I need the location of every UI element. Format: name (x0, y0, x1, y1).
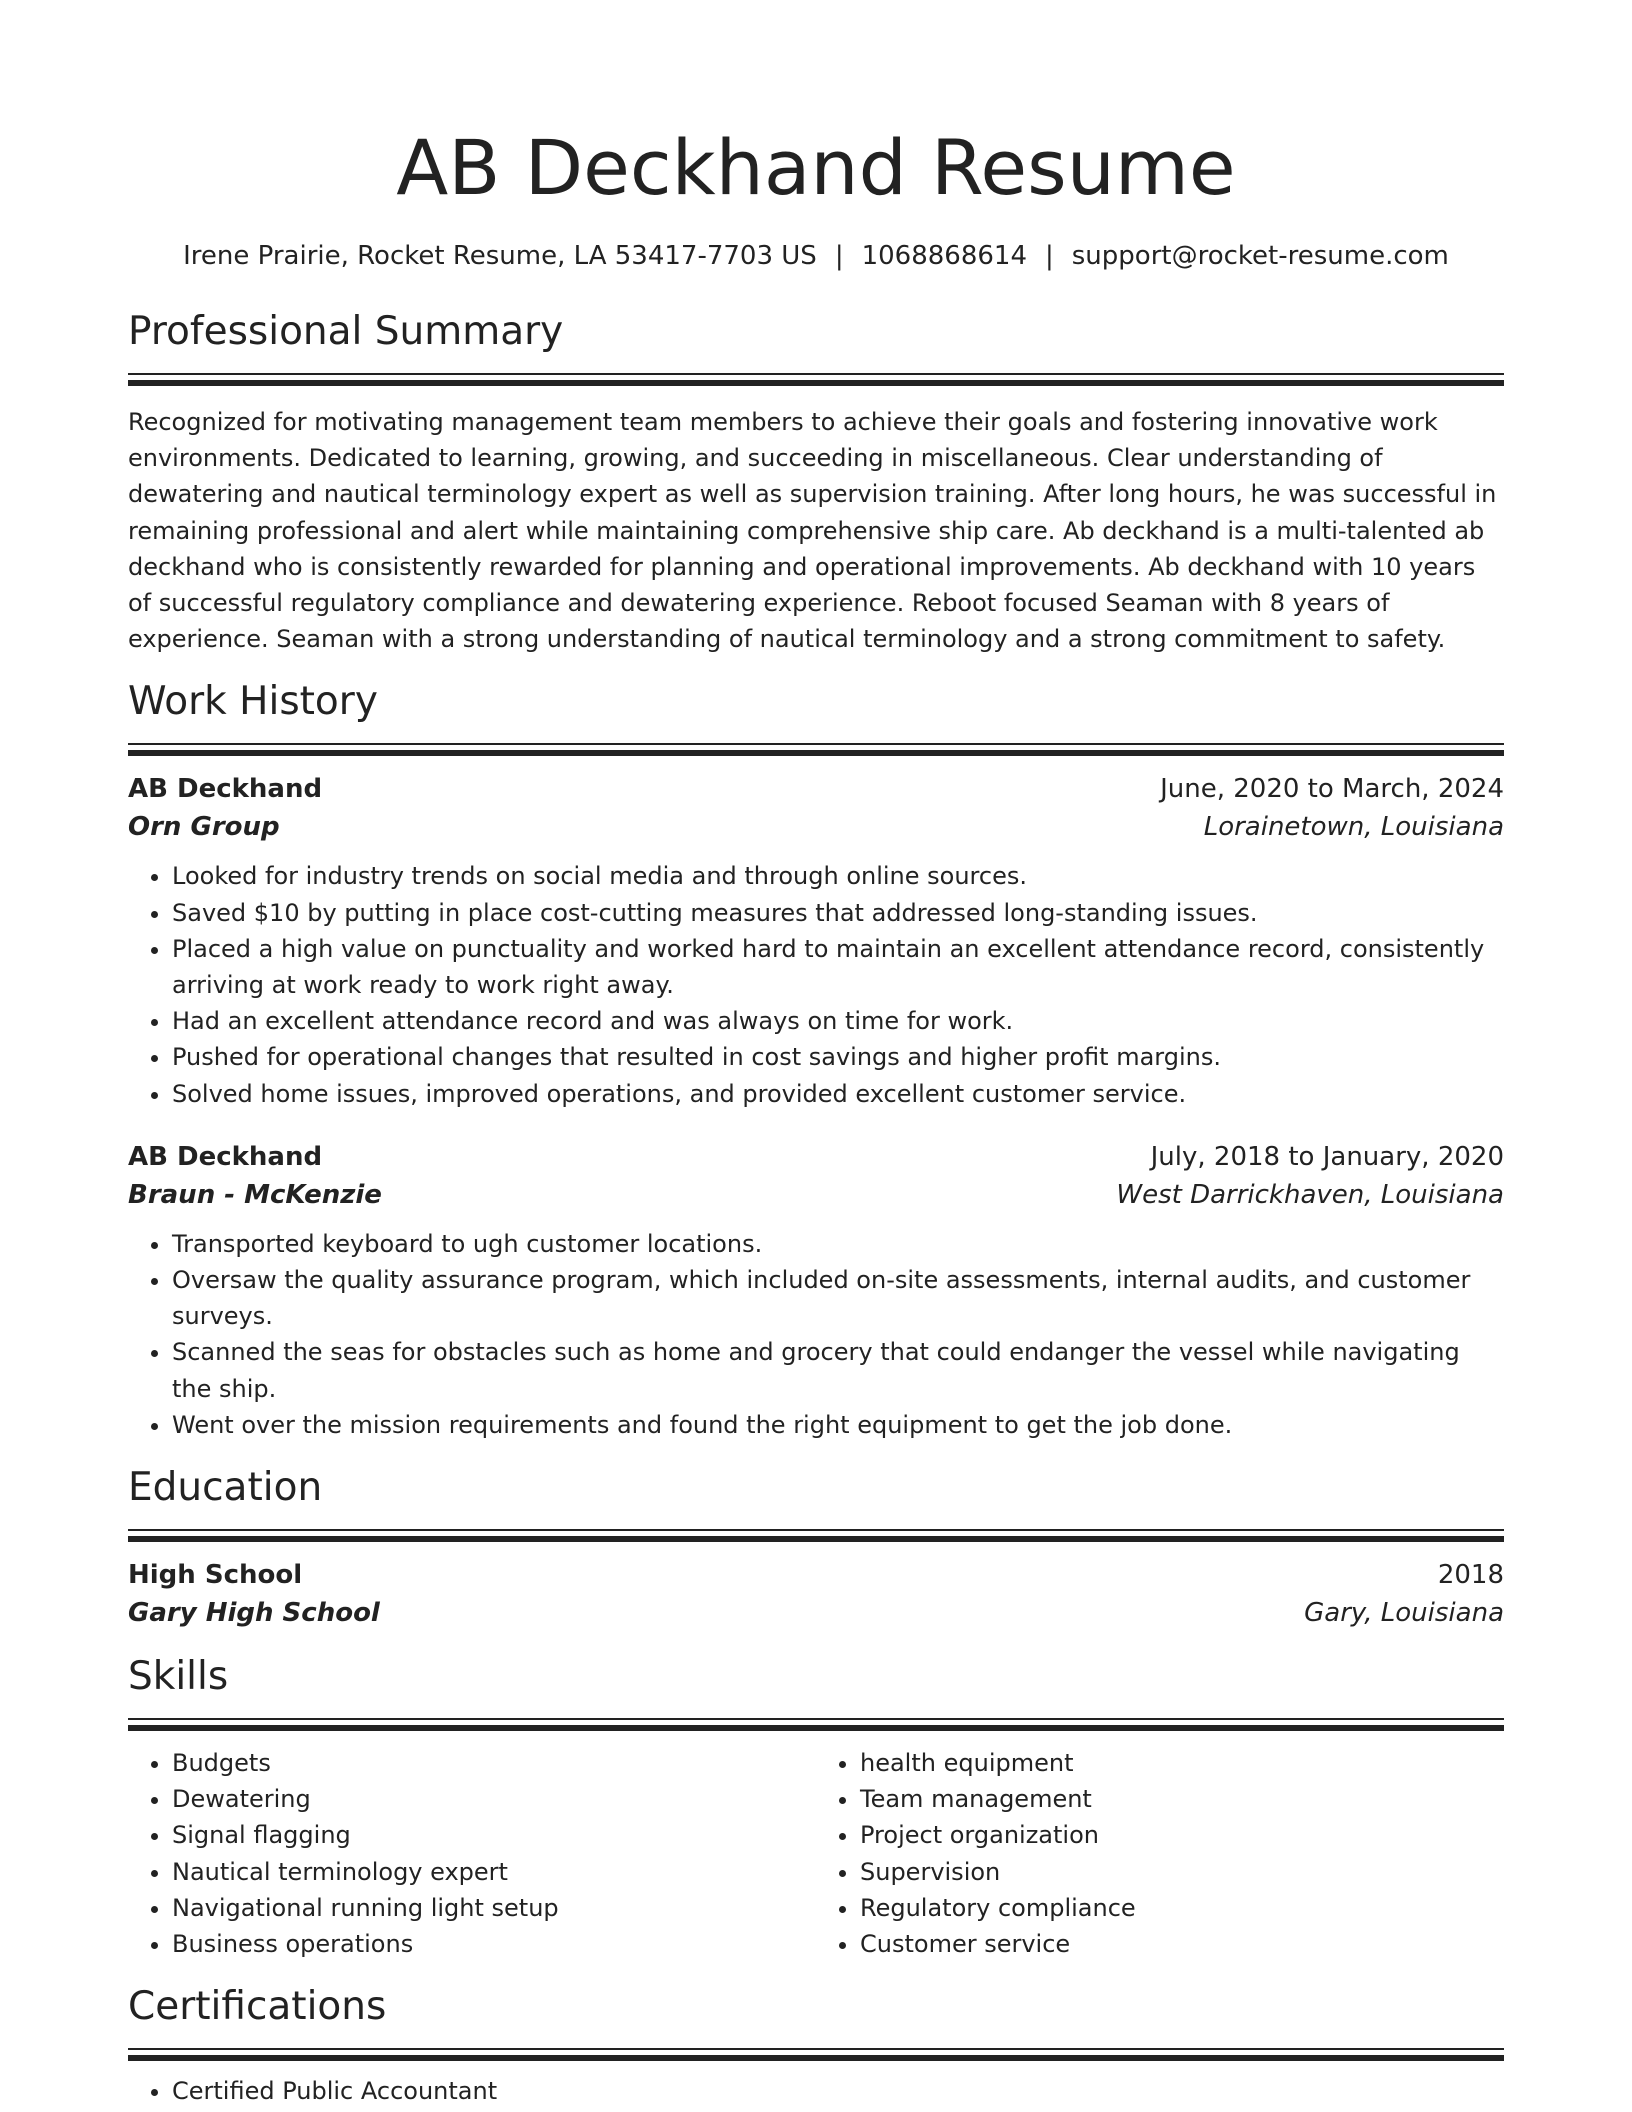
contact-phone: 1068868614 (861, 241, 1027, 271)
list-item: • Had an excellent attendance record and was always on time for work. (172, 1003, 1504, 1039)
section-rule-thick (128, 380, 1504, 386)
job-bullets (128, 858, 1504, 1111)
section-rule (128, 1718, 1504, 1720)
job-company: Orn Group (128, 812, 280, 843)
summary-section (128, 307, 1504, 657)
certifications-list (128, 2073, 1504, 2109)
list-item: • Oversaw the quality assurance program, which included on-site assessments, internal audits, and customer surveys. (172, 1262, 1504, 1334)
job-title: AB Deckhand (128, 774, 323, 805)
list-item: • Transported keyboard to ugh customer locations. (172, 1226, 1504, 1262)
list-item: • Customer service (860, 1926, 1504, 1962)
summary-text: Recognized for motivating management team members to achieve their goals and fostering innovative work environments. Dedicated to learning, growing, and succeeding in miscellaneous. Clear understanding of dewatering and nautical terminology expert as well as supervision training. After long hours, he was successful in remaining professional and alert while maintaining comprehensive ship care. Ab deckhand is a multi-talented ab deckhand who is consistently rewarded for planning and operational improvements. Ab deckhand with 10 years of successful regulatory compliance and dewatering experience. Reboot focused Seaman with 8 years of experience. Seaman with a strong understanding of nautical terminology and a strong commitment to safety. (128, 408, 1497, 654)
certifications-section (128, 1982, 1504, 2109)
education-location: Gary, Louisiana (1304, 1598, 1504, 1629)
job-company: Braun - McKenzie (128, 1179, 382, 1210)
contact-address: Irene Prairie, Rocket Resume, LA 53417-7703 US (183, 241, 817, 271)
list-item: • Supervision (860, 1854, 1504, 1890)
list-item: • Signal flagging (172, 1817, 816, 1853)
section-rule-thick (128, 750, 1504, 756)
skills-list-left (128, 1745, 816, 1962)
section-rule (128, 1529, 1504, 1531)
job-location: West Darrickhaven, Louisiana (1116, 1179, 1504, 1210)
list-item: • Dewatering (172, 1781, 816, 1817)
skills-heading: Skills (128, 1654, 229, 1700)
contact-email: support@rocket-resume.com (1071, 241, 1449, 271)
list-item: • Team management (860, 1781, 1504, 1817)
list-item: • Pushed for operational changes that resulted in cost savings and higher profit margins. (172, 1039, 1504, 1075)
work-heading: Work History (128, 679, 378, 725)
section-rule (128, 373, 1504, 375)
list-item: • Regulatory compliance (860, 1890, 1504, 1926)
section-rule-thick (128, 1725, 1504, 1731)
list-item: • Business operations (172, 1926, 816, 1962)
job-title: AB Deckhand (128, 1141, 323, 1172)
job-location: Lorainetown, Louisiana (1203, 812, 1504, 843)
list-item: • Scanned the seas for obstacles such as home and grocery that could endanger the vessel while navigating the ship. (172, 1334, 1504, 1406)
section-rule-thick (128, 2055, 1504, 2061)
list-item: • Project organization (860, 1817, 1504, 1853)
list-item: • Budgets (172, 1745, 816, 1781)
job-bullets (128, 1226, 1504, 1443)
job-dates: June, 2020 to March, 2024 (1160, 774, 1504, 805)
list-item: • Looked for industry trends on social media and through online sources. (172, 858, 1504, 894)
list-item: • Went over the mission requirements and found the right equipment to get the job done. (172, 1407, 1504, 1443)
list-item: • Placed a high value on punctuality and worked hard to maintain an excellent attendance record, consistently arriving at work ready to work right away. (172, 931, 1504, 1003)
contact-separator: | (1045, 241, 1054, 271)
skills-columns (128, 1745, 1504, 1962)
education-entry (128, 1556, 1504, 1632)
job-dates: July, 2018 to January, 2020 (1150, 1141, 1504, 1172)
work-section (128, 677, 1504, 1443)
resume-title: AB Deckhand Resume (396, 123, 1236, 212)
skills-list-right (816, 1745, 1504, 1962)
contact-separator: | (834, 241, 844, 271)
skills-section (128, 1652, 1504, 1962)
list-item: • Nautical terminology expert (172, 1854, 816, 1890)
section-rule-thick (128, 1536, 1504, 1542)
list-item: • Navigational running light setup (172, 1890, 816, 1926)
list-item: • health equipment (860, 1745, 1504, 1781)
list-item: • Solved home issues, improved operations, and provided excellent customer service. (172, 1076, 1504, 1112)
education-year: 2018 (1437, 1560, 1504, 1591)
education-school: Gary High School (128, 1598, 380, 1629)
education-heading: Education (128, 1465, 323, 1511)
list-item: • Saved $10 by putting in place cost-cutting measures that addressed long-standing issues. (172, 895, 1504, 931)
certifications-heading: Certifications (128, 1984, 387, 2030)
job-entry (128, 770, 1504, 1111)
contact-line (128, 238, 1504, 274)
list-item: • Certified Public Accountant (172, 2073, 1504, 2109)
education-section (128, 1463, 1504, 1632)
job-entry (128, 1138, 1504, 1443)
summary-heading: Professional Summary (128, 309, 564, 354)
section-rule (128, 743, 1504, 745)
section-rule (128, 2048, 1504, 2050)
education-degree: High School (128, 1560, 303, 1591)
